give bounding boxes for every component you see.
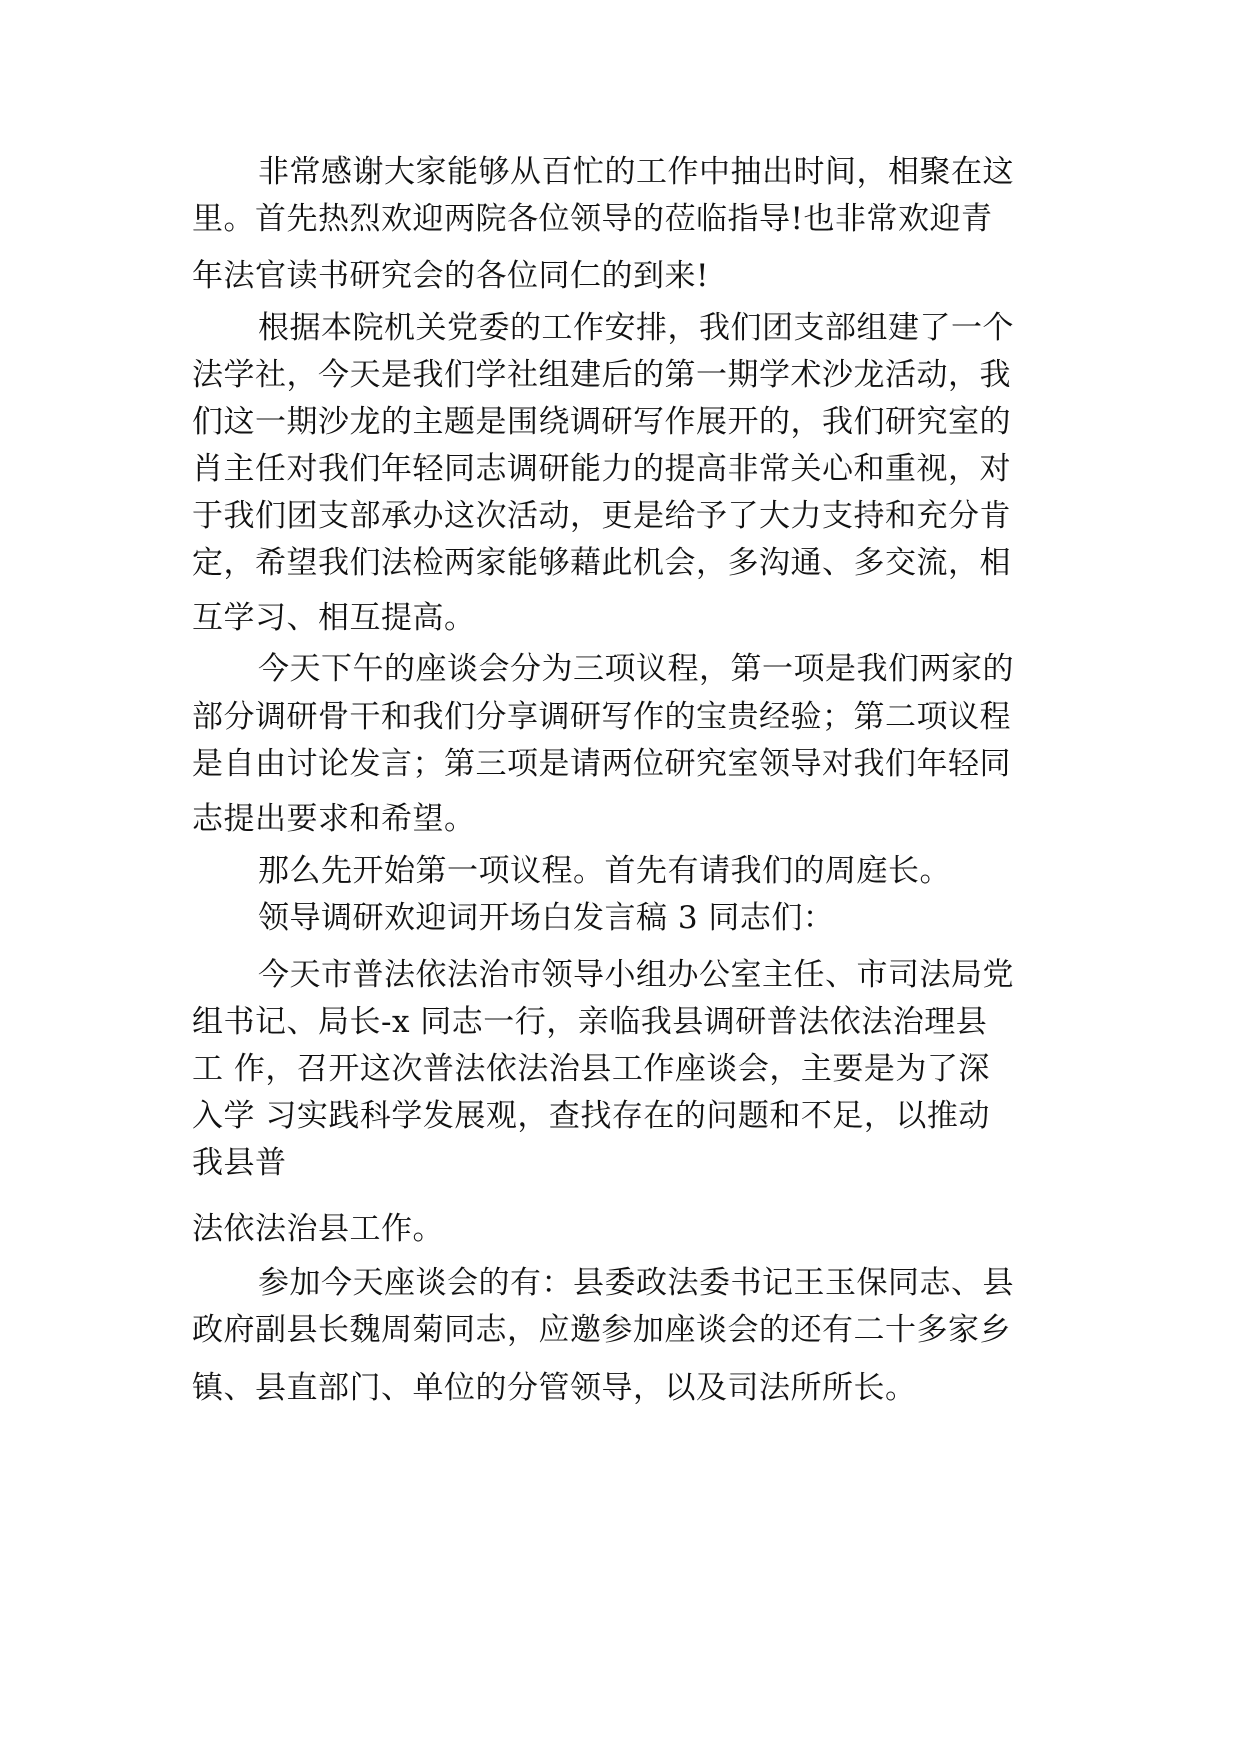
text-line: 工 作，召开这次普法依法治县工作座谈会，主要是为了深 xyxy=(192,1051,990,1087)
text-line: 定，希望我们法检两家能够藉此机会，多沟通、多交流，相 xyxy=(192,545,1011,581)
text-line: 领导调研欢迎词开场白发言稿 3 同志们： xyxy=(258,900,835,936)
text-line: 那么先开始第一项议程。首先有请我们的周庭长。 xyxy=(258,853,951,889)
text-line: 组书记、局长-x 同志一行，亲临我县调研普法依法治理县 xyxy=(192,1004,988,1040)
text-line: 法学社，今天是我们学社组建后的第一期学术沙龙活动，我 xyxy=(192,357,1011,393)
text-line: 年法官读书研究会的各位同仁的到来! xyxy=(192,258,709,294)
text-line: 肖主任对我们年轻同志调研能力的提高非常关心和重视，对 xyxy=(192,451,1011,487)
text-line: 是自由讨论发言；第三项是请两位研究室领导对我们年轻同 xyxy=(192,746,1011,782)
text-line: 法依法治县工作。 xyxy=(192,1211,444,1247)
text-line: 里。首先热烈欢迎两院各位领导的莅临指导!也非常欢迎青 xyxy=(192,201,993,237)
text-line: 今天市普法依法治市领导小组办公室主任、市司法局党 xyxy=(258,957,1014,993)
text-line: 于我们团支部承办这次活动，更是给予了大力支持和充分肯 xyxy=(192,498,1011,534)
text-line: 入学 习实践科学发展观，查找存在的问题和不足，以推动 xyxy=(192,1098,990,1134)
text-line: 根据本院机关党委的工作安排，我们团支部组建了一个 xyxy=(258,310,1014,346)
text-line: 镇、县直部门、单位的分管领导，以及司法所所长。 xyxy=(192,1370,917,1406)
text-line: 今天下午的座谈会分为三项议程，第一项是我们两家的 xyxy=(258,651,1014,687)
text-line: 参加今天座谈会的有：县委政法委书记王玉保同志、县 xyxy=(258,1265,1014,1301)
text-line: 志提出要求和希望。 xyxy=(192,801,476,837)
text-line: 互学习、相互提高。 xyxy=(192,600,476,636)
text-line: 部分调研骨干和我们分享调研写作的宝贵经验；第二项议程 xyxy=(192,699,1011,735)
text-line: 们这一期沙龙的主题是围绕调研写作展开的，我们研究室的 xyxy=(192,404,1011,440)
text-line: 我县普 xyxy=(192,1145,287,1181)
text-line: 非常感谢大家能够从百忙的工作中抽出时间，相聚在这 xyxy=(258,154,1014,190)
text-line: 政府副县长魏周菊同志，应邀参加座谈会的还有二十多家乡 xyxy=(192,1312,1011,1348)
